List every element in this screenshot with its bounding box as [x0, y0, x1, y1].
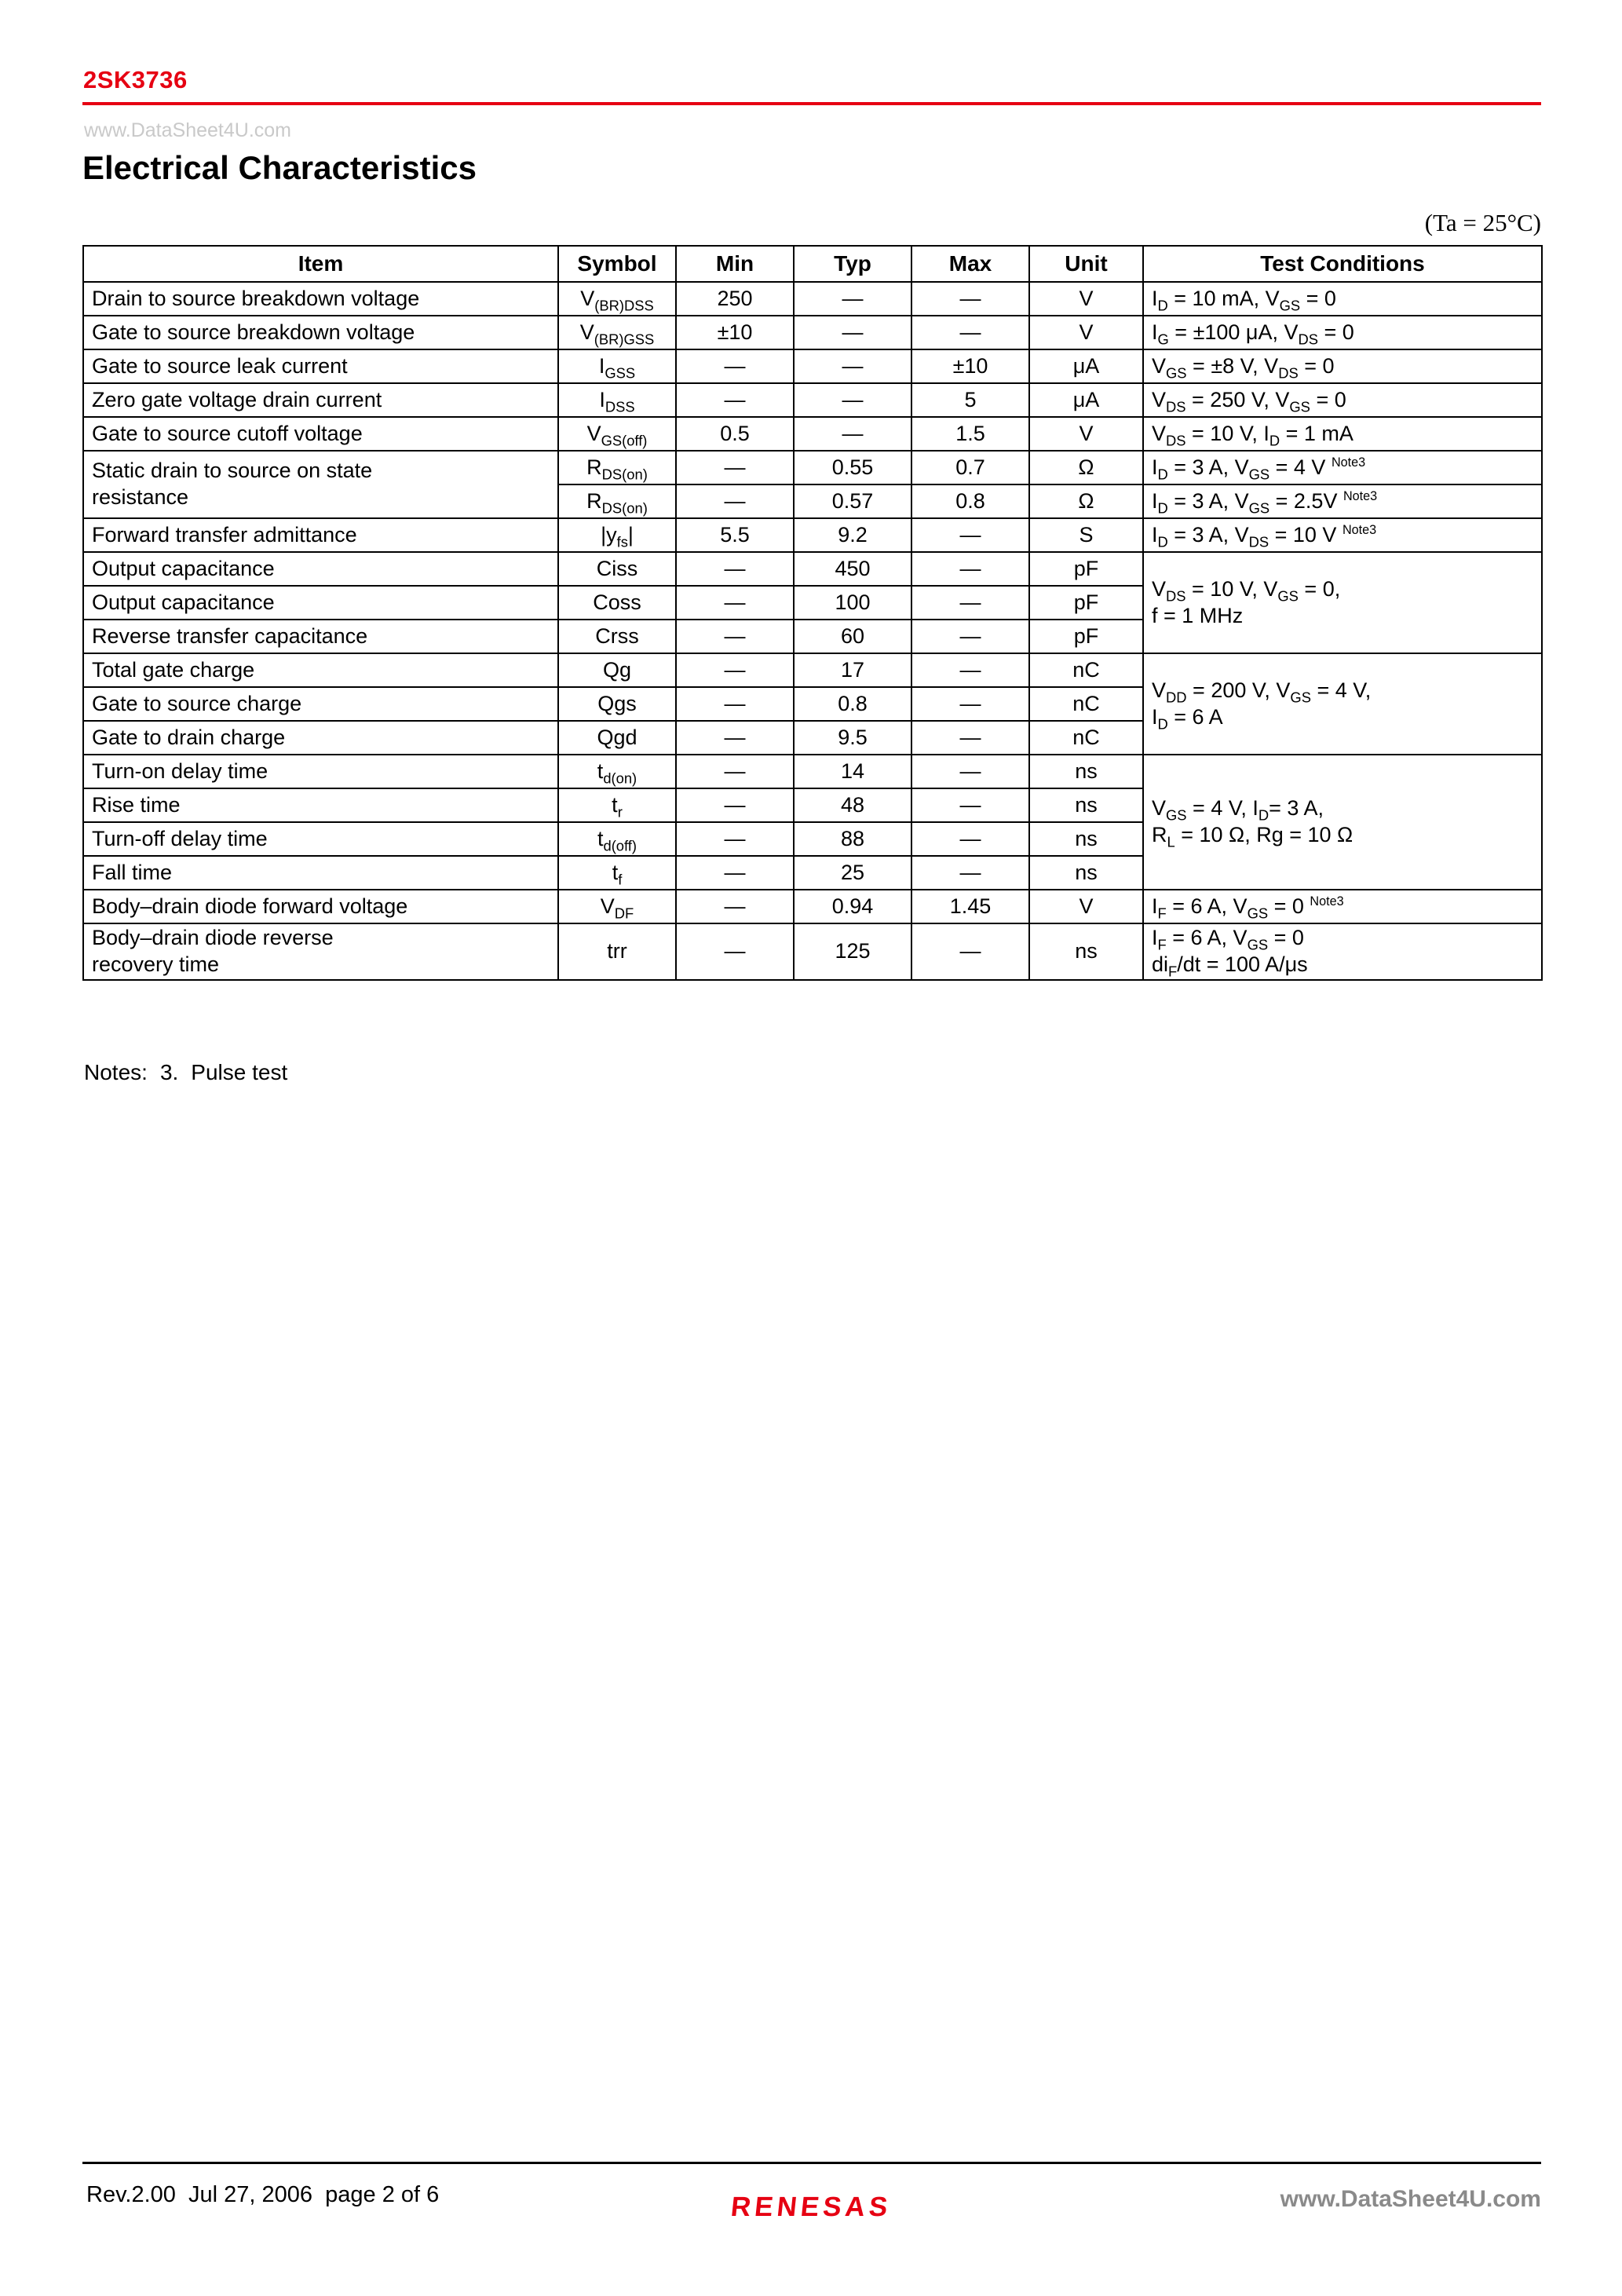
cell-max: ±10 — [911, 349, 1029, 383]
cell-unit: pF — [1029, 586, 1143, 620]
cell-unit: nC — [1029, 721, 1143, 755]
table-row — [83, 923, 1542, 980]
cell-symbol: $V_{GS(off)}$ — [558, 417, 676, 451]
cell-symbol: $t_r$ — [558, 788, 676, 822]
cell-unit: μA — [1029, 349, 1143, 383]
cell-min: 5.5 — [676, 518, 794, 552]
cell-max: — — [911, 923, 1029, 980]
cell-symbol: Ciss — [558, 552, 676, 586]
cell-max: 1.5 — [911, 417, 1029, 451]
cell-typ: 450 — [794, 552, 911, 586]
cell-symbol: $|y_{fs}|$ — [558, 518, 676, 552]
temperature-note: (Ta = 25°C) — [1424, 209, 1541, 236]
cell-typ: 14 — [794, 755, 911, 788]
cell-symbol: $t_{d(on)}$ — [558, 755, 676, 788]
table-row — [83, 383, 1542, 417]
cell-typ: — — [794, 282, 911, 316]
cell-unit: S — [1029, 518, 1143, 552]
cell-unit: pF — [1029, 620, 1143, 653]
cell-min: — — [676, 822, 794, 856]
cell-symbol: Qgd — [558, 721, 676, 755]
cell-unit: nC — [1029, 687, 1143, 721]
cell-max: 5 — [911, 383, 1029, 417]
cell-symbol: Qg — [558, 653, 676, 687]
cell-unit: V — [1029, 890, 1143, 923]
cell-item: Reverse transfer capacitance — [83, 620, 558, 653]
cell-typ: 9.5 — [794, 721, 911, 755]
cell-typ: — — [794, 349, 911, 383]
cell-item: Gate to source cutoff voltage — [83, 417, 558, 451]
cell-max: — — [911, 518, 1029, 552]
cell-min: ±10 — [676, 316, 794, 349]
note-text: Pulse test — [191, 1060, 288, 1084]
table-row — [83, 653, 1542, 687]
cell-item: Gate to source charge — [83, 687, 558, 721]
cell-min: — — [676, 586, 794, 620]
cell-symbol: $R_{DS(on)}$ — [558, 451, 676, 484]
cell-cond: $V_{GS} = \pm 8$ V, $V_{DS} = 0$ — [1143, 349, 1542, 383]
cell-cond: $I_F = 6$ A, $V_{GS} = 0$ $di_F/dt = 100$ A/μs — [1143, 923, 1542, 980]
col-header-min: Min — [676, 246, 794, 282]
cell-cond: $I_F = 6$ A, $V_{GS} = 0$ $^{Note3}$ — [1143, 890, 1542, 923]
cell-unit: ns — [1029, 856, 1143, 890]
col-header-symbol: Symbol — [558, 246, 676, 282]
cell-cond: $I_G = \pm 100$ μA, $V_{DS} = 0$ — [1143, 316, 1542, 349]
cell-unit: V — [1029, 282, 1143, 316]
cell-typ: — — [794, 417, 911, 451]
cell-typ: 48 — [794, 788, 911, 822]
cell-max: — — [911, 687, 1029, 721]
cell-symbol: $t_f$ — [558, 856, 676, 890]
col-header-typ: Typ — [794, 246, 911, 282]
cell-item: Fall time — [83, 856, 558, 890]
cell-unit: ns — [1029, 788, 1143, 822]
cell-min: 0.5 — [676, 417, 794, 451]
cell-cond: $I_D = 3$ A, $V_{GS} = 4$ V $^{Note3}$ — [1143, 451, 1542, 484]
cell-symbol: $I_{DSS}$ — [558, 383, 676, 417]
cell-symbol: Qgs — [558, 687, 676, 721]
cell-item: Output capacitance — [83, 552, 558, 586]
cell-symbol: $V_{(BR)DSS}$ — [558, 282, 676, 316]
notes — [84, 1060, 287, 1085]
cell-unit: ns — [1029, 822, 1143, 856]
cell-max: — — [911, 822, 1029, 856]
cell-item: Static drain to source on state resistance — [83, 451, 558, 518]
cell-max: 0.7 — [911, 451, 1029, 484]
cell-unit: pF — [1029, 552, 1143, 586]
cell-min: — — [676, 856, 794, 890]
footer-rule — [82, 2162, 1541, 2164]
col-header-test-conditions: Test Conditions — [1143, 246, 1542, 282]
cell-typ: 125 — [794, 923, 911, 980]
cell-unit: ns — [1029, 923, 1143, 980]
table-body — [83, 282, 1542, 980]
cell-symbol: $R_{DS(on)}$ — [558, 484, 676, 518]
cell-max: — — [911, 788, 1029, 822]
col-header-unit: Unit — [1029, 246, 1143, 282]
table-header-row — [83, 246, 1542, 282]
cell-item: Gate to drain charge — [83, 721, 558, 755]
cell-typ: 0.8 — [794, 687, 911, 721]
cell-min: — — [676, 923, 794, 980]
cell-typ: 9.2 — [794, 518, 911, 552]
header-rule — [82, 102, 1541, 105]
table-row — [83, 417, 1542, 451]
cell-cond: $I_D = 10$ mA, $V_{GS} = 0$ — [1143, 282, 1542, 316]
table-row — [83, 349, 1542, 383]
cell-symbol: Coss — [558, 586, 676, 620]
cell-min: — — [676, 484, 794, 518]
cell-max: — — [911, 755, 1029, 788]
cell-min: — — [676, 788, 794, 822]
cell-item: Body–drain diode reverse recovery time — [83, 923, 558, 980]
cell-typ: 0.94 — [794, 890, 911, 923]
cell-item: Zero gate voltage drain current — [83, 383, 558, 417]
cell-max: — — [911, 552, 1029, 586]
cell-typ: 17 — [794, 653, 911, 687]
table-row — [83, 451, 1542, 484]
renesas-logo-text: RENESAS — [729, 2192, 893, 2222]
cell-unit: V — [1029, 417, 1143, 451]
cell-max: — — [911, 316, 1029, 349]
table-row — [83, 755, 1542, 788]
cell-min: — — [676, 451, 794, 484]
cell-unit: ns — [1029, 755, 1143, 788]
cell-typ: 100 — [794, 586, 911, 620]
cell-typ: — — [794, 383, 911, 417]
cell-cond: $V_{DD} = 200$ V, $V_{GS} = 4$ V, $I_D = 6$ A — [1143, 653, 1542, 755]
cell-symbol: trr — [558, 923, 676, 980]
footer-website: www.DataSheet4U.com — [1280, 2186, 1541, 2212]
cell-min: — — [676, 383, 794, 417]
cell-cond: $V_{DS} = 10$ V, $V_{GS} = 0$, f = 1 MHz — [1143, 552, 1542, 653]
cell-max: — — [911, 653, 1029, 687]
cell-min: — — [676, 620, 794, 653]
cell-cond: $V_{DS} = 250$ V, $V_{GS} = 0$ — [1143, 383, 1542, 417]
cell-item: Turn-off delay time — [83, 822, 558, 856]
cell-max: 1.45 — [911, 890, 1029, 923]
cell-min: — — [676, 755, 794, 788]
cell-item: Body–drain diode forward voltage — [83, 890, 558, 923]
cell-cond: $V_{GS} = 4$ V, $I_D= 3$ A, $R_L = 10$ Ω, Rg = 10 Ω — [1143, 755, 1542, 890]
cell-typ: 88 — [794, 822, 911, 856]
table-row — [83, 518, 1542, 552]
table-row — [83, 552, 1542, 586]
cell-unit: Ω — [1029, 451, 1143, 484]
cell-max: — — [911, 282, 1029, 316]
cell-unit: μA — [1029, 383, 1143, 417]
cell-min: — — [676, 552, 794, 586]
cell-symbol: $V_{DF}$ — [558, 890, 676, 923]
cell-unit: nC — [1029, 653, 1143, 687]
cell-symbol: $I_{GSS}$ — [558, 349, 676, 383]
cell-min: — — [676, 687, 794, 721]
cell-unit: Ω — [1029, 484, 1143, 518]
cell-item: Total gate charge — [83, 653, 558, 687]
part-number: 2SK3736 — [83, 66, 188, 93]
electrical-characteristics-table — [82, 245, 1543, 981]
cell-typ: — — [794, 316, 911, 349]
cell-cond: $I_D = 3$ A, $V_{GS} = 2.5V$ $^{Note3}$ — [1143, 484, 1542, 518]
table-row — [83, 890, 1542, 923]
cell-max: — — [911, 586, 1029, 620]
cell-typ: 60 — [794, 620, 911, 653]
cell-symbol: $t_{d(off)}$ — [558, 822, 676, 856]
cell-typ: 25 — [794, 856, 911, 890]
cell-max: — — [911, 721, 1029, 755]
cell-max: — — [911, 620, 1029, 653]
section-title: Electrical Characteristics — [82, 149, 477, 186]
revision-info: Rev.2.00 Jul 27, 2006 page 2 of 6 — [86, 2182, 440, 2207]
col-header-max: Max — [911, 246, 1029, 282]
cell-cond: $V_{DS} = 10$ V, $I_D = 1$ mA — [1143, 417, 1542, 451]
cell-min: 250 — [676, 282, 794, 316]
cell-item: Drain to source breakdown voltage — [83, 282, 558, 316]
cell-max: — — [911, 856, 1029, 890]
cell-max: 0.8 — [911, 484, 1029, 518]
cell-typ: 0.55 — [794, 451, 911, 484]
cell-typ: 0.57 — [794, 484, 911, 518]
cell-min: — — [676, 653, 794, 687]
cell-cond: $I_D = 3$ A, $V_{DS} = 10$ V $^{Note3}$ — [1143, 518, 1542, 552]
cell-min: — — [676, 890, 794, 923]
table-row — [83, 282, 1542, 316]
col-header-item: Item — [83, 246, 558, 282]
cell-item: Gate to source leak current — [83, 349, 558, 383]
cell-unit: V — [1029, 316, 1143, 349]
cell-item: Rise time — [83, 788, 558, 822]
cell-min: — — [676, 721, 794, 755]
cell-min: — — [676, 349, 794, 383]
cell-item: Turn-on delay time — [83, 755, 558, 788]
cell-symbol: Crss — [558, 620, 676, 653]
notes-label: Notes: — [84, 1060, 148, 1084]
table-row — [83, 316, 1542, 349]
cell-item: Forward transfer admittance — [83, 518, 558, 552]
cell-symbol: $V_{(BR)GSS}$ — [558, 316, 676, 349]
cell-item: Output capacitance — [83, 586, 558, 620]
note-number: 3. — [159, 1060, 179, 1084]
cell-item: Gate to source breakdown voltage — [83, 316, 558, 349]
watermark: www.DataSheet4U.com — [84, 119, 292, 141]
